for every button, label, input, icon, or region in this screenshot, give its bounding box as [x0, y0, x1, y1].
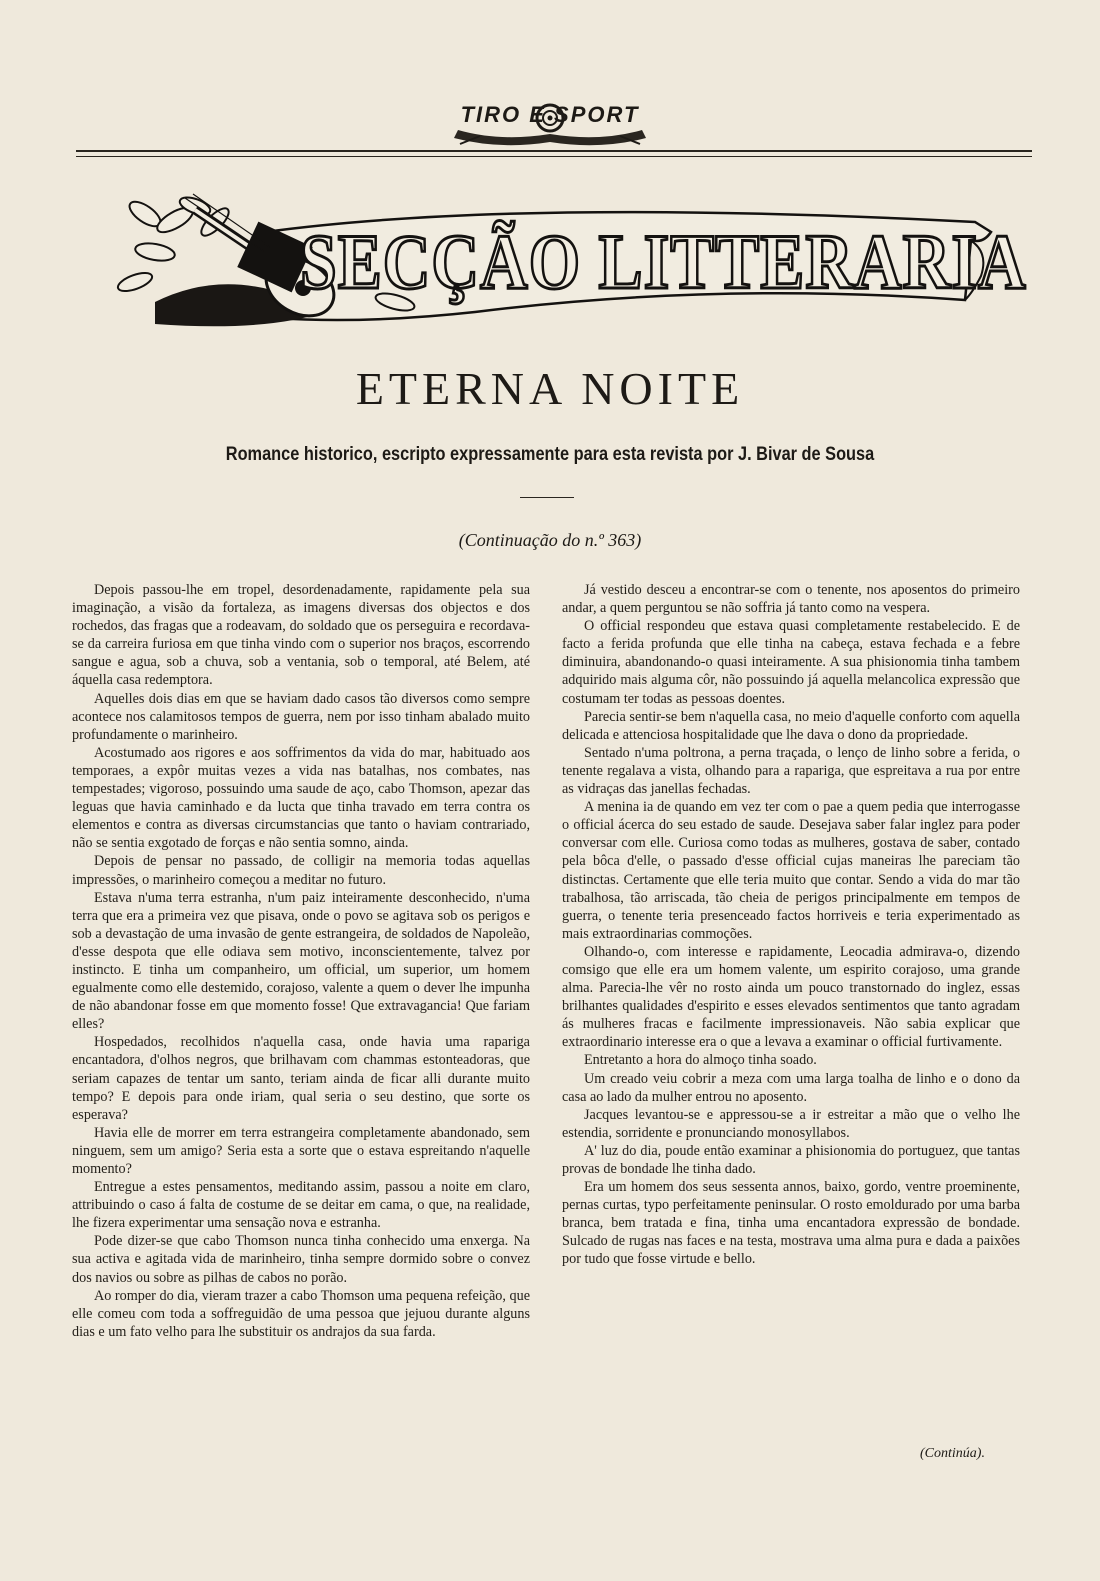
continua-note: (Continúa).	[920, 1446, 985, 1461]
paragraph: Um creado veiu cobrir a meza com uma larga toalha de linho e o dono da casa ao lado da mulher entrou no aposento.	[562, 1070, 1020, 1105]
paragraph: Entretanto a hora do almoço tinha soado.	[584, 1052, 817, 1069]
section-title: SECÇÃO LITTERARIA	[300, 219, 1027, 306]
paragraph: Depois passou-lhe em tropel, desordenadamente, rapidamente pela sua imaginação, a visão da fortaleza, as imagens diversas dos objectos e dos rochedos, das fragas que a rodeavam, do soldado que os perseguira e recordava-se da carreira furiosa em que tinha vindo com o superior nos braços, escorrendo sangue e agua, sob a chuva, sob a ventania, sob o temporal, até Belem, até áquella casa redemptora.	[72, 582, 530, 689]
paragraph: Hospedados, recolhidos n'aquella casa, onde havia uma rapariga encantadora, d'olhos negros, que brilhavam com chammas estonteadoras, que seriam capazes de tentar um santo, teriam ainda de ficar alli durante muito tempo? E depois para onde iriam, qual seria o seu destino, que sorte os esperava?	[72, 1034, 530, 1123]
paragraph: A' luz do dia, poude então examinar a phisionomia do portuguez, que tantas provas de bondade lhe tinha dado.	[562, 1142, 1020, 1177]
masthead-text: TIRO E SPORT	[460, 102, 640, 127]
right-column	[562, 581, 1020, 1269]
paragraph: Olhando-o, com interesse e rapidamente, Leocadia admirava-o, dizendo comsigo que elle era um homem valente, um espirito corajoso, uma grande alma. Parecia-lhe vêr no rosto ainda um pouco transtornado do inglez, essas brilhantes qualidades d'espirito e esses elevados sentimentos que tanto agradam ás mulheres fracas e facilmente impressionaveis. Não sabia explicar que extraordinario interesse era o que a levava a examinar o official furtivamente.	[562, 943, 1020, 1051]
paragraph: Sentado n'uma poltrona, a perna traçada, o lenço de linho sobre a ferida, o tenente regalava a vista, olhando para a rapariga, que espreitava a rua por entre as vidraças das janellas fechadas.	[562, 744, 1020, 798]
paragraph: Era um homem dos seus sessenta annos, baixo, gordo, ventre proeminente, pernas curtas, typo perfeitamente peninsular. O rosto emoldurado por uma barba branca, bem tratada e fina, tinha uma encantadora expressão de bondade. Sulcado de rugas nas faces e na testa, mostrava uma alma pura e dada a paixões por tudo que fosse virtude e bello.	[562, 1179, 1020, 1268]
paragraph: O official respondeu que estava quasi completamente restabelecido. E de facto a ferida profunda que elle tinha na cabeça, estava fechada e a febre diminuira, abandonando-o quasi inteiramente. A sua phisionomia tinha tambem adquirido mais alguma côr, não possuindo já aquella melancolica expressão que costumam ter todas as pessoas doentes.	[562, 618, 1020, 707]
article-subtitle: Romance historico, escripto expressamente para esta revista por J. Bivar de Sousa	[225, 444, 875, 465]
paragraph: Depois de pensar no passado, de colligir na memoria todas aquellas impressões, o marinheiro começou a meditar no futuro.	[72, 853, 530, 888]
paragraph: Aquelles dois dias em que se haviam dado casos tão diversos como sempre acontece nos calamitosos tempos de guerra, nem por isso tinham abalado muito profundamente o marinheiro.	[72, 690, 530, 743]
continuation-note: (Continuação do n.º 363)	[458, 530, 642, 550]
paragraph: A menina ia de quando em vez ter com o pae a quem pedia que interrogasse o official ácerca do seu estado de saude. Desejava saber falar inglez para poder conversar com elle. Curiosa como todas as mulheres, gostava de saber, contado pela bôca d'elle, o passado d'esse official cujas maneiras lhe pareciam tão distinctas. Certamente que elle teria muito que contar. Sendo a vida do mar tão trabalhosa, tão arriscada, tão cheia de perigos principalmente em tempos de guerra, o tenente teria presenceado factos horriveis e teria experimentado as mais extraordinarias commoções.	[562, 799, 1020, 942]
paragraph: Pode dizer-se que cabo Thomson nunca tinha conhecido uma enxerga. Na sua activa e agitada vida de marinheiro, tinha sempre dormido sobre o convez dos navios ou sobre as pilhas de cabos no porão.	[72, 1233, 530, 1286]
paragraph: Entregue a estes pensamentos, meditando assim, passou a noite em claro, attribuindo o caso á falta de costume de se deitar em cama, o que, na realidade, lhe fizera experimentar uma sensação nova e estranha.	[72, 1179, 530, 1232]
paragraph: Parecia sentir-se bem n'aquella casa, no meio d'aquelle conforto com aquella delicada e attenciosa hospitalidade que lhe dava o dono da propriedade.	[562, 708, 1020, 743]
paragraph: Já vestido desceu a encontrar-se com o tenente, nos aposentos do primeiro andar, a quem perguntou se não soffria já tanto como na vespera.	[562, 582, 1020, 617]
paragraph: Jacques levantou-se e appressou-se a ir estreitar a mão que o velho lhe estendia, sorridente e pronunciando monosyllabos.	[562, 1106, 1020, 1141]
left-column	[72, 581, 530, 1341]
masthead-logo	[440, 96, 660, 150]
paragraph: Estava n'uma terra estranha, n'um paiz inteiramente desconhecido, n'uma terra que era a primeira vez que pisava, onde o povo se agitava sob os perigos e sob a devastação de uma invasão de gente estrangeira, de soldados de Napoleão, d'esse despota que elle odiava sem motivo, inconscientemente, talvez por instincto. E tinha um companheiro, um official, um superior, um homem egualmente como elle destemido, corajoso, valente a quem o dever lhe impunha de não abandonar fosse em que momento fosse! Que extravagancia! Que fariam elles?	[72, 889, 530, 1033]
section-banner	[115, 192, 1027, 334]
title-separator	[520, 497, 574, 498]
header-double-rule	[76, 150, 1032, 157]
article-title: ETERNA NOITE	[355, 363, 745, 414]
paragraph: Acostumado aos rigores e aos soffrimentos da vida do mar, habituado aos temporaes, a expôr muitas vezes a vida nas batalhas, nos combates, nas tempestades; vigoroso, possuindo uma saude de aço, cabo Thomson, apezar das leguas que havia caminhado e da lucta que tinha travado em terra contra os elementos e contra as diversas circumstancias que tanto o haviam contrariado, não se sentia exgotado de forças e não sentia somno, ainda.	[72, 744, 530, 852]
paragraph: Ao romper do dia, vieram trazer a cabo Thomson uma pequena refeição, que elle comeu com toda a soffreguidão de uma pessoa que jejuou durante alguns dias e um fato velho para lhe substituir os andrajos da sua farda.	[72, 1287, 530, 1340]
paragraph: Havia elle de morrer em terra estrangeira completamente abandonado, sem ninguem, sem um amigo? Seria esta a sorte que o estava espreitando n'aquelle momento?	[72, 1124, 530, 1177]
